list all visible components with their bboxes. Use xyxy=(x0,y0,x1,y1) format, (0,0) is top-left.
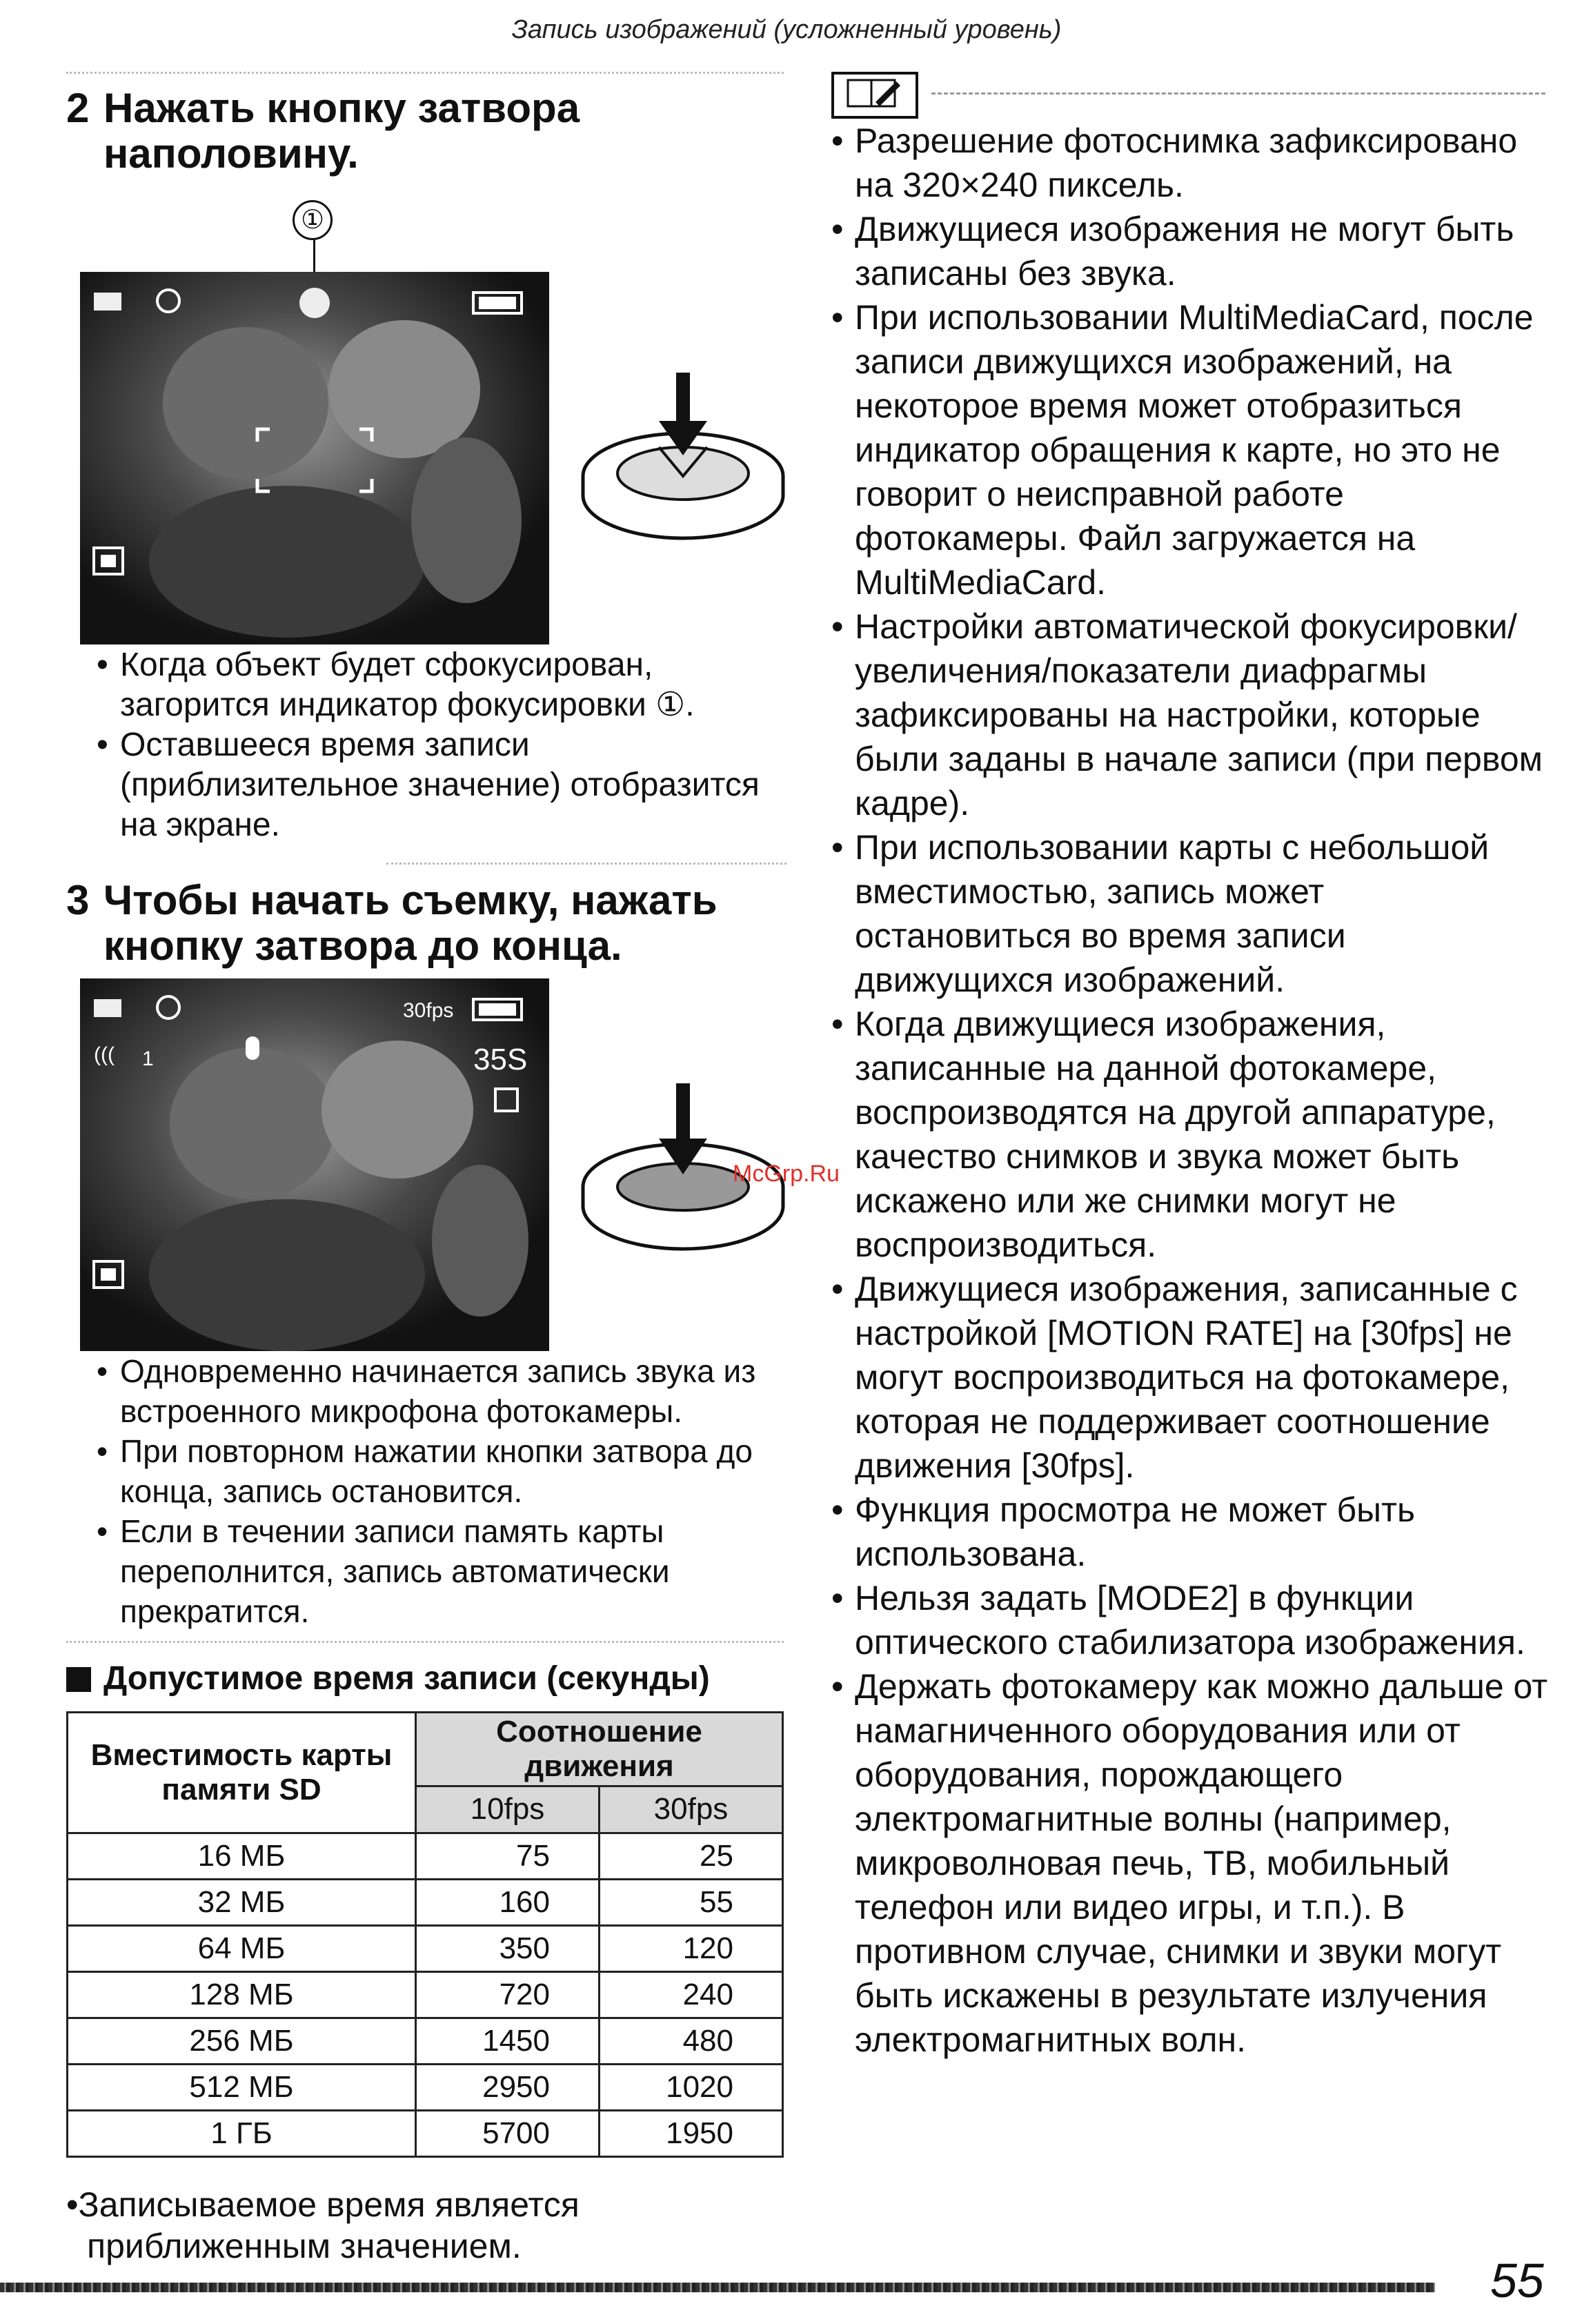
notebook-pencil-icon xyxy=(834,75,910,110)
notes-list xyxy=(831,119,1549,2062)
footnote-text: Записываемое время является приближенным значением. xyxy=(78,2185,580,2265)
table-cell: 2950 xyxy=(416,2065,600,2111)
column-header-capacity: Вместимость карты памяти SD xyxy=(68,1713,416,1833)
list-item: • Движущиеся изображения, записанные с настройкой [MOTION RATE] на [30fps] не могут воспроизводиться на фотокамере, которая не поддерживает соотношение движения [30fps]. xyxy=(831,1267,1549,1488)
step-number: 2 xyxy=(66,85,90,131)
heading-text: Допустимое время записи (секунды) xyxy=(103,1660,710,1697)
step-text: Чтобы начать съемку, нажать кнопку затвора до конца. xyxy=(103,877,718,969)
table-cell: 512 МБ xyxy=(68,2065,416,2111)
table-cell: 55 xyxy=(600,1880,783,1926)
focus-indicator-callout: ① xyxy=(293,200,333,240)
list-item: • При повторном нажатии кнопки затвора до конца, запись остановится. xyxy=(97,1431,793,1511)
divider xyxy=(931,92,1545,95)
column-header-ratio: Соотношение движения xyxy=(416,1713,783,1786)
note-icon xyxy=(831,72,918,119)
column-header-10fps: 10fps xyxy=(416,1786,600,1833)
list-item: • При использовании MultiMediaCard, после записи движущихся изображений, на некоторое время может отобразиться индикатор обращения к карте, но это не говорит о неисправной работе фотокамеры. Файл загружается на MultiMediaCard. xyxy=(831,295,1549,604)
stabilizer-mode: 1 xyxy=(142,1047,154,1070)
table-cell: 256 МБ xyxy=(68,2018,416,2065)
table-cell: 1020 xyxy=(600,2065,783,2111)
lcd-screen-photo xyxy=(80,978,549,1351)
list-item: • Одновременно начинается запись звука из встроенного микрофона фотокамеры. xyxy=(97,1351,793,1431)
table-cell: 120 xyxy=(600,1926,783,1972)
table-cell: 5700 xyxy=(416,2111,600,2157)
page-footer-bar xyxy=(0,2283,1435,2292)
divider xyxy=(66,1641,784,1643)
table-row xyxy=(68,2018,783,2065)
step-number: 3 xyxy=(66,877,90,923)
table-cell: 75 xyxy=(416,1833,600,1880)
table-row xyxy=(68,1972,783,2018)
divider xyxy=(386,863,786,865)
table-row xyxy=(68,1926,783,1972)
list-item: • Когда объект будет сфокусирован, загорится индикатор фокусировки ①. xyxy=(97,645,793,725)
table-cell: 480 xyxy=(600,2018,783,2065)
list-item: • Настройки автоматической фокусировки/увеличения/показатели диафрагмы зафиксированы на настройки, которые были заданы в начале записи (при первом кадре). xyxy=(831,604,1549,825)
list-item: • Оставшееся время записи (приблизительное значение) отобразится на экране. xyxy=(97,725,793,845)
table-cell: 240 xyxy=(600,1972,783,2018)
step-text: Нажать кнопку затвора наполовину. xyxy=(103,85,580,177)
table-row xyxy=(68,2065,783,2111)
recording-time-table xyxy=(66,1711,784,2158)
watermark: McGrp.Ru xyxy=(733,1161,840,1187)
table-cell: 1450 xyxy=(416,2018,600,2065)
lcd-screen-full-press xyxy=(80,978,549,1351)
table-cell: 350 xyxy=(416,1926,600,1972)
page-number: 55 xyxy=(1490,2254,1544,2307)
table-footnote: •Записываемое время является приближенным значением. xyxy=(66,2185,580,2265)
table-cell: 1 ГБ xyxy=(68,2111,416,2157)
list-item: • Движущиеся изображения не могут быть записаны без звука. xyxy=(831,207,1549,295)
list-item: • При использовании карты с небольшой вместимостью, запись может остановиться во время записи движущихся изображений. xyxy=(831,825,1549,1002)
table-row xyxy=(68,2111,783,2157)
step-2-title xyxy=(66,86,828,177)
table-row xyxy=(68,1880,783,1926)
lcd-screen-photo xyxy=(80,272,549,644)
table-cell: 1950 xyxy=(600,2111,783,2157)
square-bullet-icon xyxy=(66,1667,91,1692)
table-cell: 160 xyxy=(416,1880,600,1926)
table-cell: 128 МБ xyxy=(68,1972,416,2018)
column-header-30fps: 30fps xyxy=(600,1786,783,1833)
table-cell: 32 МБ xyxy=(68,1880,416,1926)
table-row xyxy=(68,1833,783,1880)
shutter-button-half-press-icon xyxy=(573,373,793,545)
step-3-notes xyxy=(97,1351,793,1631)
list-item: • Разрешение фотоснимка зафиксировано на 320×240 пиксель. xyxy=(831,119,1549,207)
fps-indicator: 30fps xyxy=(403,999,454,1022)
list-item: • Держать фотокамеру как можно дальше от намагниченного оборудования или от оборудования, порождающего электромагнитные волны (например, микроволновая печь, ТВ, мобильный телефон или видео игры, и т.п.). В противном случае, снимки и звуки могут быть искажены в результате излучения электромагнитных волн. xyxy=(831,1664,1549,2062)
page-header: Запись изображений (усложненный уровень) xyxy=(511,15,1062,44)
list-item: • Когда движущиеся изображения, записанные на данной фотокамере, воспроизводятся на другой аппаратуре, качество снимков и звука может быть искажено или же снимки могут не воспроизводиться. xyxy=(831,1002,1549,1267)
step-2-notes xyxy=(97,645,793,845)
table-cell: 720 xyxy=(416,1972,600,2018)
divider xyxy=(66,72,784,74)
table-cell: 25 xyxy=(600,1833,783,1880)
table-cell: 64 МБ xyxy=(68,1926,416,1972)
step-3-title xyxy=(66,878,828,969)
list-item: • Если в течении записи память карты переполнится, запись автоматически прекратится. xyxy=(97,1511,793,1631)
recording-time-heading xyxy=(66,1660,710,1697)
lcd-screen-half-press xyxy=(80,272,549,644)
svg-text:(((: ((( xyxy=(94,1043,115,1066)
list-item: • Функция просмотра не может быть использована. xyxy=(831,1488,1549,1576)
table-cell: 16 МБ xyxy=(68,1833,416,1880)
list-item: • Нельзя задать [MODE2] в функции оптического стабилизатора изображения. xyxy=(831,1576,1549,1664)
remaining-time: 35S xyxy=(473,1043,528,1076)
